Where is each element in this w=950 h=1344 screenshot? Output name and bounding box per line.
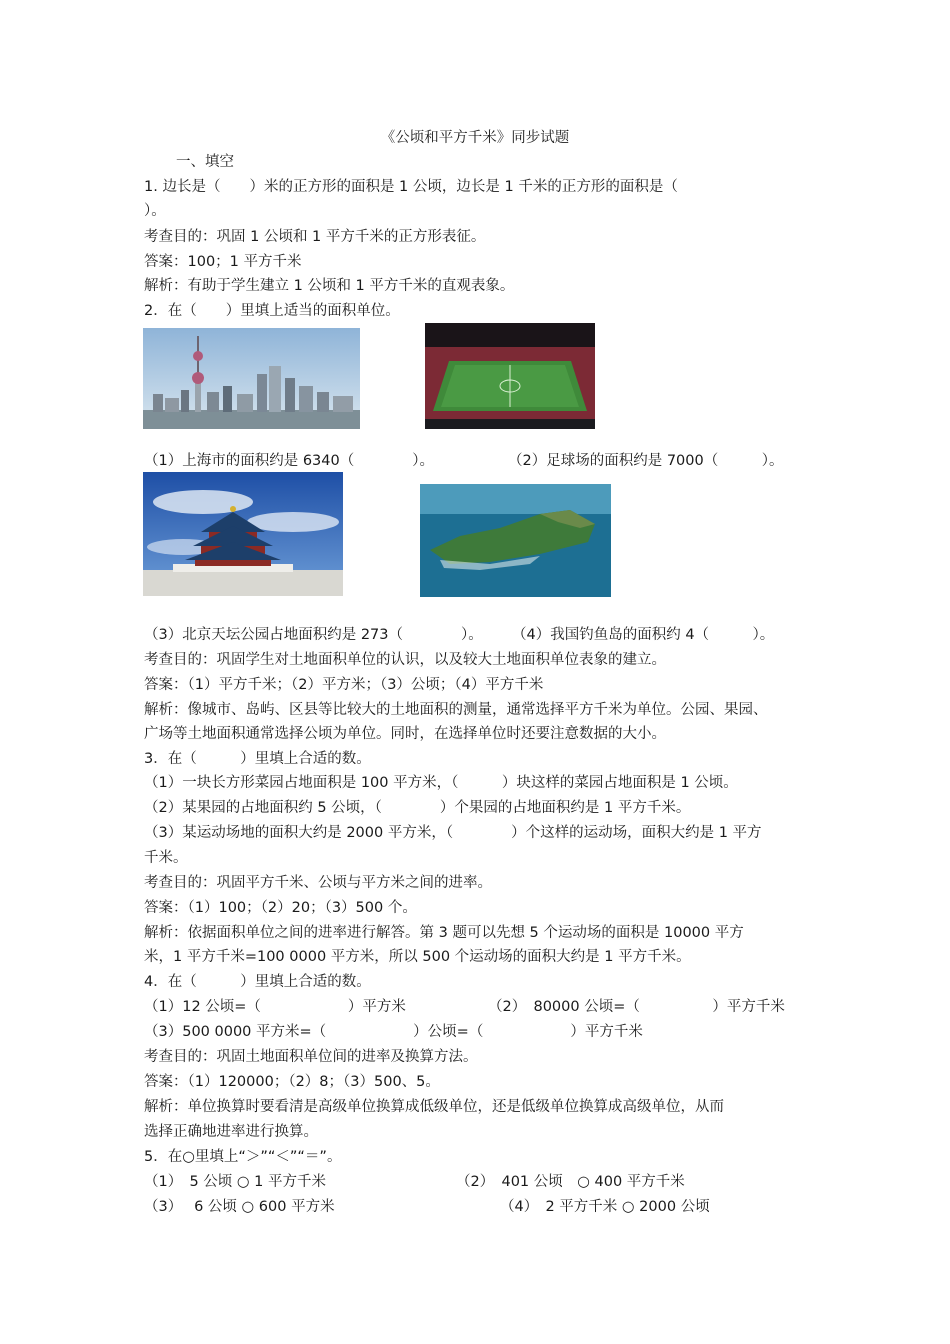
q2-answer: 答案：（1）平方千米；（2）平方米；（3）公顷；（4）平方千米: [144, 677, 544, 693]
q2-item1: （1）上海市的面积约是 6340（ ）。: [144, 453, 434, 469]
q3-item3-line2: 千米。: [144, 850, 188, 866]
q5-item4: （4） 2 平方千米 ○ 2000 公顷: [500, 1199, 710, 1215]
q2-stem: 2．在（ ）里填上适当的面积单位。: [144, 303, 400, 319]
q2-analysis-line1: 解析：像城市、岛屿、区县等比较大的土地面积的测量，通常选择平方千米为单位。公园、果园、: [144, 702, 768, 718]
q1-line2: ）。: [144, 203, 166, 219]
q5-item2: （2） 401 公顷 ○ 400 平方千米: [456, 1174, 685, 1190]
q5-stem: 5．在○里填上“＞”“＜”“＝”。: [144, 1149, 342, 1165]
q4-purpose: 考查目的：巩固土地面积单位间的进率及换算方法。: [144, 1049, 478, 1065]
q3-answer: 答案：（1）100；（2）20；（3）500 个。: [144, 900, 417, 916]
q1-purpose: 考查目的：巩固 1 公顷和 1 平方千米的正方形表征。: [144, 229, 486, 245]
q2-analysis-line2: 广场等土地面积通常选择公顷为单位。同时，在选择单位时还要注意数据的大小。: [144, 726, 666, 742]
section-heading: 一、填空: [176, 154, 234, 170]
q2-item4: （4）我国钓鱼岛的面积约 4（ ）。: [512, 627, 775, 643]
q5-item3: （3） 6 公顷 ○ 600 平方米: [144, 1199, 335, 1215]
football-stadium-photo: [425, 323, 595, 429]
q3-analysis-line2: 米，1 平方千米=100 0000 平方米，所以 500 个运动场的面积大约是 1 平方千米。: [144, 949, 691, 965]
q4-analysis-line2: 选择正确地进率进行换算。: [144, 1124, 318, 1140]
q1-answer: 答案：100；1 平方千米: [144, 254, 302, 270]
q4-stem: 4．在（ ）里填上合适的数。: [144, 974, 371, 990]
q3-stem: 3．在（ ）里填上合适的数。: [144, 751, 371, 767]
q2-item2: （2）足球场的面积约是 7000（ ）。: [508, 453, 784, 469]
q2-item3: （3）北京天坛公园占地面积约是 273（ ）。: [144, 627, 483, 643]
shanghai-skyline-photo: [143, 328, 360, 429]
diaoyu-island-photo: [420, 484, 611, 597]
q3-item3-line1: （3）某运动场地的面积大约是 2000 平方米，（ ）个这样的运动场，面积大约是 1 平方: [144, 825, 762, 841]
q4-analysis-line1: 解析：单位换算时要看清是高级单位换算成低级单位，还是低级单位换算成高级单位，从而: [144, 1099, 724, 1115]
temple-of-heaven-photo: [143, 472, 343, 596]
q5-item1: （1） 5 公顷 ○ 1 平方千米: [144, 1174, 327, 1190]
q3-item2: （2）某果园的占地面积约 5 公顷，（ ）个果园的占地面积约是 1 平方千米。: [144, 800, 691, 816]
q3-analysis-line1: 解析：依据面积单位之间的进率进行解答。第 3 题可以先想 5 个运动场的面积是 10000 平方: [144, 925, 744, 941]
q3-item1: （1）一块长方形菜园占地面积是 100 平方米，（ ）块这样的菜园占地面积是 1 公顷。: [144, 775, 738, 791]
q1-line1: 1. 边长是（ ）米的正方形的面积是 1 公顷，边长是 1 千米的正方形的面积是（: [144, 179, 678, 195]
q1-analysis: 解析：有助于学生建立 1 公顷和 1 平方千米的直观表象。: [144, 278, 515, 294]
q4-item3: （3）500 0000 平方米=（ ）公顷=（ ）平方千米: [144, 1024, 643, 1040]
q3-purpose: 考查目的：巩固平方千米、公顷与平方米之间的进率。: [144, 875, 492, 891]
q4-item1: （1）12 公顷=（ ）平方米: [144, 999, 406, 1015]
q4-item2: （2） 80000 公顷=（ ）平方千米: [488, 999, 785, 1015]
q2-purpose: 考查目的：巩固学生对土地面积单位的认识，以及较大土地面积单位表象的建立。: [144, 652, 666, 668]
q4-answer: 答案：（1）120000；（2）8；（3）500、5。: [144, 1074, 440, 1090]
document-title: 《公顷和平方千米》同步试题: [380, 130, 570, 146]
